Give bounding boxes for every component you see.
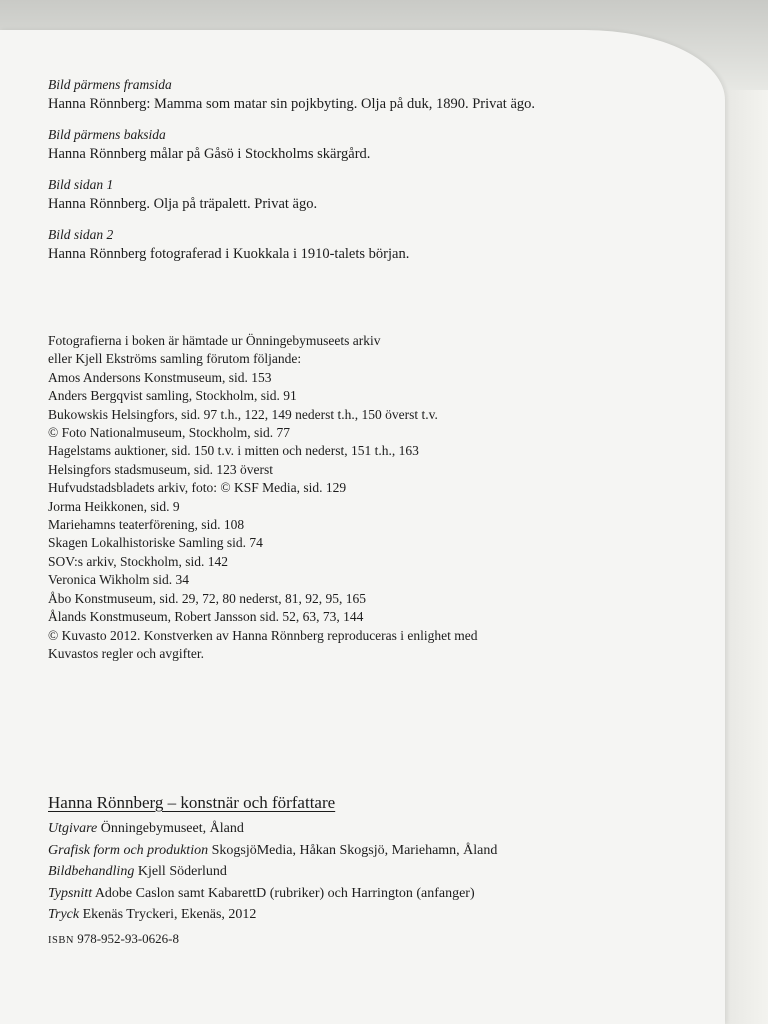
caption-label: Bild sidan 2 — [48, 227, 114, 242]
caption-label: Bild sidan 1 — [48, 177, 114, 192]
credit-line: Skagen Lokalhistoriske Samling sid. 74 — [48, 535, 263, 551]
caption-text: Hanna Rönnberg målar på Gåsö i Stockholms skärgård. — [48, 146, 371, 162]
colophon-value: Adobe Caslon samt KabarettD (rubriker) och Harrington (anfanger) — [94, 885, 475, 901]
colophon-typeface — [48, 883, 688, 905]
credit-line: © Foto Nationalmuseum, Stockholm, sid. 77 — [48, 425, 291, 441]
colophon-label: Tryck — [48, 907, 80, 922]
colophon-value: SkogsjöMedia, Håkan Skogsjö, Mariehamn, Åland — [211, 842, 498, 858]
credit-line: Amos Andersons Konstmuseum, sid. 153 — [48, 369, 272, 385]
colophon-label: Grafisk form och produktion — [48, 842, 209, 858]
caption-page-1 — [48, 176, 688, 214]
colophon-image-processing — [48, 861, 688, 883]
colophon-label: Utgivare — [48, 821, 98, 836]
credit-line: Åbo Konstmuseum, sid. 29, 72, 80 nederst, 81, 92, 95, 165 — [48, 590, 366, 606]
isbn-label: ISBN — [48, 934, 74, 946]
image-captions — [48, 76, 688, 276]
credit-line: Bukowskis Helsingfors, sid. 97 t.h., 122, 149 nederst t.h., 150 överst t.v. — [48, 406, 438, 422]
caption-text: Hanna Rönnberg. Olja på träpalett. Privat ägo. — [48, 196, 318, 212]
colophon-design — [48, 840, 688, 862]
credit-line: Hufvudstadsbladets arkiv, foto: © KSF Media, sid. 129 — [48, 480, 347, 496]
caption-label: Bild pärmens framsida — [48, 77, 172, 92]
credit-line: © Kuvasto 2012. Konstverken av Hanna Rönnberg reproduceras i enlighet med — [48, 627, 478, 643]
colophon-label: Bildbehandling — [48, 864, 135, 879]
isbn-number: 978-952-93-0626-8 — [77, 930, 180, 946]
caption-text: Hanna Rönnberg: Mamma som matar sin pojkbyting. Olja på duk, 1890. Privat ägo. — [48, 96, 536, 112]
credit-line: Fotografierna i boken är hämtade ur Önningebymuseets arkiv — [48, 333, 381, 348]
colophon-value: Kjell Söderlund — [137, 864, 227, 879]
colophon — [48, 792, 688, 952]
caption-front-cover — [48, 76, 688, 114]
credit-line: Anders Bergqvist samling, Stockholm, sid. 91 — [48, 388, 297, 404]
credit-line: Jorma Heikkonen, sid. 9 — [48, 498, 180, 514]
credit-line: Hagelstams auktioner, sid. 150 t.v. i mitten och nederst, 151 t.h., 163 — [48, 443, 419, 459]
photo-credits — [48, 332, 688, 663]
colophon-publisher — [48, 818, 688, 840]
credit-line: Helsingfors stadsmuseum, sid. 123 överst — [48, 461, 273, 477]
credit-line: eller Kjell Ekströms samling förutom följande: — [48, 351, 302, 367]
credit-line: Mariehamns teaterförening, sid. 108 — [48, 517, 245, 533]
caption-label: Bild pärmens baksida — [48, 127, 166, 142]
book-title: Hanna Rönnberg – konstnär och författare — [48, 793, 336, 812]
caption-page-2 — [48, 226, 688, 264]
colophon-label: Typsnitt — [48, 885, 93, 901]
credit-line: Veronica Wikholm sid. 34 — [48, 572, 189, 588]
credit-line: Ålands Konstmuseum, Robert Jansson sid. 52, 63, 73, 144 — [48, 609, 364, 625]
colophon-value: Ekenäs Tryckeri, Ekenäs, 2012 — [82, 907, 257, 922]
colophon-print — [48, 904, 688, 926]
credit-line: Kuvastos regler och avgifter. — [48, 645, 204, 661]
caption-text: Hanna Rönnberg fotograferad i Kuokkala i 1910-talets början. — [48, 246, 410, 262]
caption-back-cover — [48, 126, 688, 164]
credit-line: SOV:s arkiv, Stockholm, sid. 142 — [48, 553, 229, 569]
isbn-line — [48, 928, 688, 952]
colophon-value: Önningebymuseet, Åland — [100, 821, 244, 836]
